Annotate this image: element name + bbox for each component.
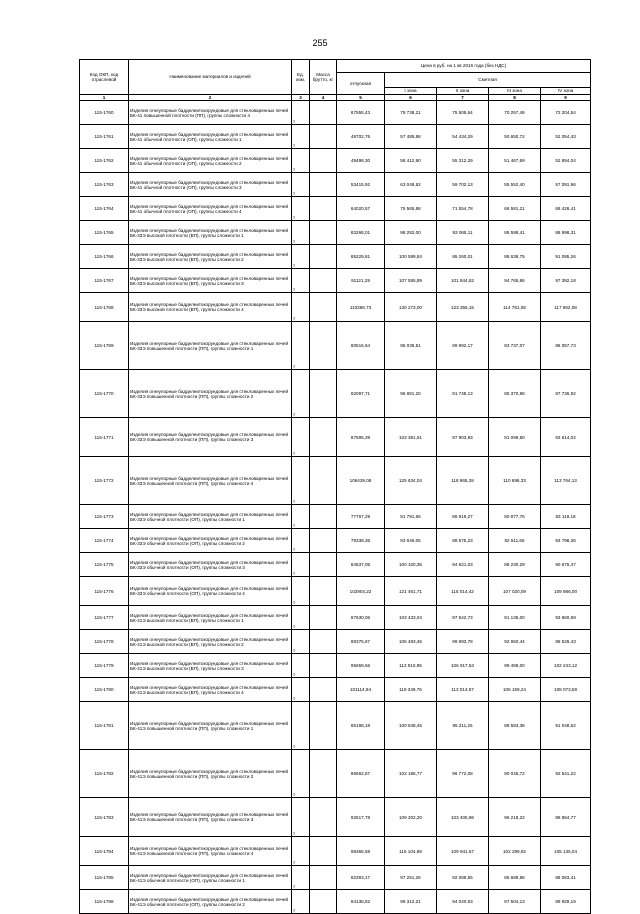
table-row	[80, 577, 591, 606]
row-zone-3-price: 85 688,88	[489, 866, 541, 890]
row-code: 115-1769	[80, 322, 129, 370]
row-mass	[310, 197, 337, 221]
row-zone-3-price: 87 504,13	[489, 890, 541, 914]
row-zone-4-price: 52 054,43	[541, 125, 591, 149]
row-zone-2-price: 97 942,73	[437, 606, 489, 630]
row-code: 115-1768	[80, 293, 129, 322]
table-row	[80, 630, 591, 654]
row-code: 115-1778	[80, 630, 129, 654]
table-row	[80, 750, 591, 798]
price-table	[79, 59, 591, 914]
row-zone-4-price: 84 798,36	[541, 529, 591, 553]
row-zone-2-price: 103 405,96	[437, 798, 489, 837]
row-release-price: 106439,08	[337, 457, 385, 505]
row-zone-4-price: 90 675,47	[541, 553, 591, 577]
row-zone-4-price: 57 091,96	[541, 173, 591, 197]
table-row	[80, 418, 591, 457]
column-number: 7	[437, 95, 489, 101]
row-unit: т	[292, 149, 310, 173]
table-row	[80, 702, 591, 750]
row-code: 115-1775	[80, 553, 129, 577]
row-name: Изделия огнеупорные бадделеитокорундовые для стекловаренных печей БК-41Э обычной плотности (ОП), группы сложности 1	[129, 866, 292, 890]
row-zone-1-price: 116 104,69	[385, 837, 437, 866]
row-release-price: 49498,30	[337, 149, 385, 173]
row-zone-1-price: 125 634,04	[385, 457, 437, 505]
row-unit: т	[292, 125, 310, 149]
row-name: Изделия огнеупорные бадделеитокорундовые для стекловаренных печей БК-41Э высокой плотности (ВП), группы сложности 2	[129, 630, 292, 654]
row-zone-2-price: 71 554,78	[437, 197, 489, 221]
row-name: Изделия огнеупорные бадделеитокорундовые для стекловаренных печей БК-41 обычной плотности (ОП), группы сложности 1	[129, 125, 292, 149]
row-code: 115-1760	[80, 101, 129, 125]
row-zone-4-price: 98 884,77	[541, 798, 591, 837]
table-row	[80, 322, 591, 370]
row-zone-2-price: 95 211,25	[437, 702, 489, 750]
table-row	[80, 149, 591, 173]
row-mass	[310, 149, 337, 173]
row-mass	[310, 269, 337, 293]
row-mass	[310, 529, 337, 553]
row-code: 115-1761	[80, 125, 129, 149]
row-release-price: 67555,43	[337, 101, 385, 125]
row-name: Изделия огнеупорные бадделеитокорундовые для стекловаренных печей БК-41Э повышенной плотности (ПП), группы сложности 2	[129, 750, 292, 798]
row-release-price: 82097,71	[337, 370, 385, 418]
row-mass	[310, 890, 337, 914]
row-unit: т	[292, 221, 310, 245]
row-name: Изделия огнеупорные бадделеитокорундовые для стекловаренных печей БК-41 обычной плотности (ОП), группы сложности 4	[129, 197, 292, 221]
row-mass	[310, 245, 337, 269]
row-mass	[310, 221, 337, 245]
row-name: Изделия огнеупорные бадделеитокорундовые для стекловаренных печей БК-33Э повышенной плотности (ПП), группы сложности 1	[129, 322, 292, 370]
row-zone-4-price: 109 986,00	[541, 577, 591, 606]
row-zone-1-price: 103 391,51	[385, 418, 437, 457]
row-name: Изделия огнеупорные бадделеитокорундовые для стекловаренных печей БК-41Э обычной плотности (ОП), группы сложности 2	[129, 890, 292, 914]
row-code: 115-1784	[80, 837, 129, 866]
row-code: 115-1773	[80, 505, 129, 529]
row-name: Изделия огнеупорные бадделеитокорундовые для стекловаренных печей БК-41 обычной плотности (ОП), группы сложности 3	[129, 173, 292, 197]
row-zone-1-price: 96 891,20	[385, 370, 437, 418]
row-mass	[310, 654, 337, 678]
row-release-price: 84637,05	[337, 553, 385, 577]
column-number: 3	[292, 95, 310, 101]
row-zone-3-price: 88 638,75	[489, 245, 541, 269]
table-row	[80, 457, 591, 505]
row-name: Изделия огнеупорные бадделеитокорундовые для стекловаренных печей БК-33Э высокой плотности (ВП), группы сложности 4	[129, 293, 292, 322]
row-zone-1-price: 103 433,04	[385, 606, 437, 630]
row-zone-2-price: 106 917,53	[437, 654, 489, 678]
row-mass	[310, 322, 337, 370]
row-release-price: 85188,18	[337, 702, 385, 750]
row-zone-3-price: 50 650,72	[489, 125, 541, 149]
row-zone-1-price: 79 738,21	[385, 101, 437, 125]
row-zone-1-price: 102 196,77	[385, 750, 437, 798]
row-unit: т	[292, 606, 310, 630]
header-zone-4: IV зона	[541, 88, 591, 95]
row-release-price: 91121,29	[337, 269, 385, 293]
row-name: Изделия огнеупорные бадделеитокорундовые для стекловаренных печей БК-33Э обычной плотности (ОП), группы сложности 4	[129, 577, 292, 606]
row-mass	[310, 418, 337, 457]
row-code: 115-1780	[80, 678, 129, 702]
table-row	[80, 173, 591, 197]
row-zone-4-price: 88 063,41	[541, 866, 591, 890]
row-code: 115-1785	[80, 866, 129, 890]
row-zone-2-price: 95 260,01	[437, 245, 489, 269]
row-zone-2-price: 86 919,27	[437, 505, 489, 529]
row-zone-1-price: 97 251,26	[385, 866, 437, 890]
table-row	[80, 654, 591, 678]
row-zone-1-price: 98 282,00	[385, 221, 437, 245]
row-mass	[310, 293, 337, 322]
column-number: 4	[310, 95, 337, 101]
row-zone-3-price: 55 552,40	[489, 173, 541, 197]
row-mass	[310, 798, 337, 837]
row-zone-2-price: 93 065,11	[437, 221, 489, 245]
row-code: 115-1762	[80, 149, 129, 173]
column-number: 2	[129, 95, 292, 101]
row-zone-4-price: 92 541,22	[541, 750, 591, 798]
header-mass: Масса брутто, кг	[310, 60, 337, 95]
row-release-price: 87630,06	[337, 606, 385, 630]
row-zone-2-price: 54 434,29	[437, 125, 489, 149]
row-zone-1-price: 75 565,88	[385, 197, 437, 221]
row-zone-2-price: 94 621,03	[437, 553, 489, 577]
row-zone-4-price: 89 929,19	[541, 890, 591, 914]
row-zone-4-price: 108 073,59	[541, 678, 591, 702]
row-zone-3-price: 66 581,21	[489, 197, 541, 221]
row-name: Изделия огнеупорные бадделеитокорундовые для стекловаренных печей БК-33Э высокой плотности (ВП), группы сложности 2	[129, 245, 292, 269]
row-unit: т	[292, 837, 310, 866]
row-code: 115-1772	[80, 457, 129, 505]
row-zone-2-price: 55 312,29	[437, 149, 489, 173]
row-code: 115-1777	[80, 606, 129, 630]
column-number: 5	[337, 95, 385, 101]
table-row	[80, 245, 591, 269]
row-name: Изделия огнеупорные бадделеитокорундовые для стекловаренных печей БК-41 обычной плотности (ОП), группы сложности 2	[129, 149, 292, 173]
row-zone-1-price: 57 485,88	[385, 125, 437, 149]
row-mass	[310, 505, 337, 529]
row-zone-2-price: 97 903,93	[437, 418, 489, 457]
row-name: Изделия огнеупорные бадделеитокорундовые для стекловаренных печей БК-41Э высокой плотности (ВП), группы сложности 1	[129, 606, 292, 630]
row-mass	[310, 577, 337, 606]
row-release-price: 86562,67	[337, 750, 385, 798]
header-estimate-price: Сметная	[385, 73, 591, 88]
row-zone-1-price: 99 312,21	[385, 890, 437, 914]
table-row	[80, 269, 591, 293]
row-zone-4-price: 72 204,54	[541, 101, 591, 125]
row-zone-4-price: 86 057,73	[541, 322, 591, 370]
row-unit: т	[292, 505, 310, 529]
table-row	[80, 866, 591, 890]
row-release-price: 48702,75	[337, 125, 385, 149]
row-code: 115-1779	[80, 654, 129, 678]
row-name: Изделия огнеупорные бадделеитокорундовые для стекловаренных печей БК-33Э повышенной плотности (ПП), группы сложности 3	[129, 418, 292, 457]
row-zone-1-price: 130 273,00	[385, 293, 437, 322]
row-zone-2-price: 109 941,67	[437, 837, 489, 866]
header-name: Наименование материалов и изделий	[129, 60, 292, 95]
header-code: Код ОКП, код отраслевой	[80, 60, 129, 95]
row-unit: т	[292, 577, 310, 606]
row-name: Изделия огнеупорные бадделеитокорундовые для стекловаренных печей БК-41Э высокой плотности (ВП), группы сложности 3	[129, 654, 292, 678]
row-zone-2-price: 118 965,28	[437, 457, 489, 505]
row-zone-1-price: 107 555,89	[385, 269, 437, 293]
row-unit: т	[292, 173, 310, 197]
row-name: Изделия огнеупорные бадделеитокорундовые для стекловаренных печей БК-33Э обычной плотности (ОП), группы сложности 1	[129, 505, 292, 529]
row-zone-4-price: 91 095,26	[541, 245, 591, 269]
row-zone-4-price: 117 962,08	[541, 293, 591, 322]
row-code: 115-1783	[80, 798, 129, 837]
row-code: 115-1782	[80, 750, 129, 798]
row-unit: т	[292, 457, 310, 505]
row-zone-2-price: 75 505,64	[437, 101, 489, 125]
table-row	[80, 101, 591, 125]
row-release-price: 85229,81	[337, 245, 385, 269]
column-number: 9	[541, 95, 591, 101]
row-release-price: 89375,67	[337, 630, 385, 654]
row-release-price: 82393,17	[337, 866, 385, 890]
row-zone-3-price: 86 598,41	[489, 221, 541, 245]
row-mass	[310, 125, 337, 149]
row-code: 115-1781	[80, 702, 129, 750]
row-zone-3-price: 105 159,24	[489, 678, 541, 702]
row-mass	[310, 553, 337, 577]
row-unit: т	[292, 197, 310, 221]
row-zone-1-price: 63 048,82	[385, 173, 437, 197]
row-zone-3-price: 88 230,29	[489, 553, 541, 577]
row-zone-1-price: 100 100,35	[385, 553, 437, 577]
row-mass	[310, 678, 337, 702]
row-name: Изделия огнеупорные бадделеитокорундовые для стекловаренных печей БК-41Э повышенной плотности (ПП), группы сложности 4	[129, 837, 292, 866]
row-zone-3-price: 88 593,38	[489, 702, 541, 750]
table-row	[80, 370, 591, 418]
row-zone-3-price: 91 135,00	[489, 606, 541, 630]
row-zone-3-price: 94 765,86	[489, 269, 541, 293]
row-zone-4-price: 52 894,04	[541, 149, 591, 173]
row-code: 115-1786	[80, 890, 129, 914]
row-zone-1-price: 119 349,76	[385, 678, 437, 702]
row-unit: т	[292, 293, 310, 322]
row-zone-4-price: 113 764,13	[541, 457, 591, 505]
row-release-price: 77767,29	[337, 505, 385, 529]
row-code: 115-1770	[80, 370, 129, 418]
row-code: 115-1765	[80, 221, 129, 245]
row-unit: т	[292, 370, 310, 418]
row-zone-2-price: 96 772,08	[437, 750, 489, 798]
row-zone-1-price: 109 202,20	[385, 798, 437, 837]
row-zone-2-price: 94 040,63	[437, 890, 489, 914]
row-release-price: 79338,36	[337, 529, 385, 553]
row-zone-4-price: 93 660,69	[541, 606, 591, 630]
row-release-price: 101114,94	[337, 678, 385, 702]
row-release-price: 110368,73	[337, 293, 385, 322]
row-zone-1-price: 100 599,84	[385, 245, 437, 269]
table-row	[80, 505, 591, 529]
row-zone-2-price: 123 355,15	[437, 293, 489, 322]
row-zone-3-price: 82 511,66	[489, 529, 541, 553]
row-name: Изделия огнеупорные бадделеитокорундовые для стекловаренных печей БК-33Э высокой плотности (ВП), группы сложности 1	[129, 221, 292, 245]
table-row	[80, 890, 591, 914]
row-mass	[310, 173, 337, 197]
row-code: 115-1766	[80, 245, 129, 269]
row-code: 115-1763	[80, 173, 129, 197]
row-code: 115-1767	[80, 269, 129, 293]
row-unit: т	[292, 798, 310, 837]
column-number: 8	[489, 95, 541, 101]
row-zone-3-price: 83 737,07	[489, 322, 541, 370]
row-mass	[310, 866, 337, 890]
row-release-price: 53415,92	[337, 173, 385, 197]
header-zone-1: I зона	[385, 88, 437, 95]
row-unit: т	[292, 702, 310, 750]
row-name: Изделия огнеупорные бадделеитокорундовые для стекловаренных печей БК-41Э повышенной плотности (ПП), группы сложности 3	[129, 798, 292, 837]
row-zone-1-price: 91 791,66	[385, 505, 437, 529]
row-unit: т	[292, 630, 310, 654]
row-unit: т	[292, 654, 310, 678]
table-row	[80, 125, 591, 149]
row-zone-3-price: 91 099,80	[489, 418, 541, 457]
row-zone-3-price: 99 486,00	[489, 654, 541, 678]
row-name: Изделия огнеупорные бадделеитокорундовые для стекловаренных печей БК-41Э высокой плотности (ВП), группы сложности 4	[129, 678, 292, 702]
row-release-price: 92517,78	[337, 798, 385, 837]
row-zone-1-price: 100 548,45	[385, 702, 437, 750]
row-zone-4-price: 88 998,31	[541, 221, 591, 245]
row-unit: т	[292, 866, 310, 890]
row-zone-4-price: 68 426,41	[541, 197, 591, 221]
row-zone-4-price: 87 736,92	[541, 370, 591, 418]
column-number: 6	[385, 95, 437, 101]
row-zone-2-price: 115 014,42	[437, 577, 489, 606]
row-unit: т	[292, 245, 310, 269]
header-zone-2: II зона	[437, 88, 489, 95]
row-code: 115-1774	[80, 529, 129, 553]
row-zone-2-price: 92 089,55	[437, 866, 489, 890]
row-release-price: 87595,39	[337, 418, 385, 457]
row-zone-3-price: 110 696,33	[489, 457, 541, 505]
row-release-price: 64020,57	[337, 197, 385, 221]
row-mass	[310, 457, 337, 505]
row-zone-4-price: 95 526,43	[541, 630, 591, 654]
row-name: Изделия огнеупорные бадделеитокорундовые для стекловаренных печей БК-33Э обычной плотности (ОП), группы сложности 2	[129, 529, 292, 553]
row-release-price: 83268,01	[337, 221, 385, 245]
row-zone-3-price: 114 781,08	[489, 293, 541, 322]
row-unit: т	[292, 529, 310, 553]
row-zone-3-price: 80 877,76	[489, 505, 541, 529]
row-zone-1-price: 112 910,95	[385, 654, 437, 678]
row-name: Изделия огнеупорные бадделеитокорундовые для стекловаренных печей БК-33Э повышенной плотности (ПП), группы сложности 2	[129, 370, 292, 418]
header-release-price: отпускная	[337, 73, 385, 95]
row-zone-2-price: 101 844,82	[437, 269, 489, 293]
row-mass	[310, 837, 337, 866]
row-release-price: 98365,59	[337, 837, 385, 866]
table-row	[80, 553, 591, 577]
row-zone-2-price: 59 702,13	[437, 173, 489, 197]
table-row	[80, 678, 591, 702]
row-unit: т	[292, 418, 310, 457]
row-code: 115-1776	[80, 577, 129, 606]
row-zone-3-price: 96 218,22	[489, 798, 541, 837]
row-zone-4-price: 91 048,62	[541, 702, 591, 750]
row-zone-2-price: 89 992,17	[437, 322, 489, 370]
header-unit: Ед. изм.	[292, 60, 310, 95]
row-zone-2-price: 113 014,57	[437, 678, 489, 702]
row-zone-3-price: 70 257,48	[489, 101, 541, 125]
row-zone-4-price: 97 392,18	[541, 269, 591, 293]
table-row	[80, 197, 591, 221]
row-zone-1-price: 58 412,90	[385, 149, 437, 173]
table-body	[80, 101, 591, 914]
table-row	[80, 221, 591, 245]
row-zone-3-price: 85 370,98	[489, 370, 541, 418]
row-unit: т	[292, 890, 310, 914]
row-zone-1-price: 95 036,51	[385, 322, 437, 370]
row-zone-3-price: 102 299,92	[489, 837, 541, 866]
row-release-price: 80516,64	[337, 322, 385, 370]
row-mass	[310, 750, 337, 798]
row-name: Изделия огнеупорные бадделеитокорундовые для стекловаренных печей БК-33Э высокой плотности (ВП), группы сложности 3	[129, 269, 292, 293]
row-unit: т	[292, 750, 310, 798]
row-zone-1-price: 121 461,71	[385, 577, 437, 606]
row-name: Изделия огнеупорные бадделеитокорундовые для стекловаренных печей БК-41 повышенной плотности (ПП), группы сложности 4	[129, 101, 292, 125]
table-row	[80, 529, 591, 553]
table-row	[80, 293, 591, 322]
row-unit: т	[292, 678, 310, 702]
row-unit: т	[292, 269, 310, 293]
row-mass	[310, 606, 337, 630]
column-number: 1	[80, 95, 129, 101]
row-zone-3-price: 51 467,69	[489, 149, 541, 173]
row-unit: т	[292, 322, 310, 370]
row-mass	[310, 630, 337, 654]
table-row	[80, 837, 591, 866]
row-zone-4-price: 105 135,04	[541, 837, 591, 866]
table-row	[80, 606, 591, 630]
row-zone-3-price: 107 020,09	[489, 577, 541, 606]
row-name: Изделия огнеупорные бадделеитокорундовые для стекловаренных печей БК-33Э повышенной плотности (ПП), группы сложности 4	[129, 457, 292, 505]
header-zone-3: III зона	[489, 88, 541, 95]
row-release-price: 84138,82	[337, 890, 385, 914]
row-zone-4-price: 83 119,18	[541, 505, 591, 529]
page-number: 255	[312, 38, 328, 48]
table-row	[80, 798, 591, 837]
row-zone-2-price: 88 675,23	[437, 529, 489, 553]
header-price-group: Цена в руб. на 1 кв 2016 года (без НДС)	[337, 60, 591, 73]
row-zone-2-price: 99 893,78	[437, 630, 489, 654]
row-code: 115-1771	[80, 418, 129, 457]
row-zone-4-price: 93 614,02	[541, 418, 591, 457]
row-name: Изделия огнеупорные бадделеитокорундовые для стекловаренных печей БК-33Э обычной плотности (ОП), группы сложности 3	[129, 553, 292, 577]
row-name: Изделия огнеупорные бадделеитокорундовые для стекловаренных печей БК-41Э повышенной плотности (ПП), группы сложности 1	[129, 702, 292, 750]
row-release-price: 102904,22	[337, 577, 385, 606]
row-mass	[310, 702, 337, 750]
row-unit: т	[292, 553, 310, 577]
row-mass	[310, 370, 337, 418]
row-zone-3-price: 90 045,72	[489, 750, 541, 798]
row-zone-1-price: 105 493,46	[385, 630, 437, 654]
row-mass	[310, 101, 337, 125]
row-unit: т	[292, 101, 310, 125]
row-code: 115-1764	[80, 197, 129, 221]
row-zone-2-price: 91 748,13	[437, 370, 489, 418]
row-zone-1-price: 93 646,05	[385, 529, 437, 553]
row-zone-4-price: 102 243,12	[541, 654, 591, 678]
row-release-price: 95659,56	[337, 654, 385, 678]
row-zone-3-price: 92 950,44	[489, 630, 541, 654]
